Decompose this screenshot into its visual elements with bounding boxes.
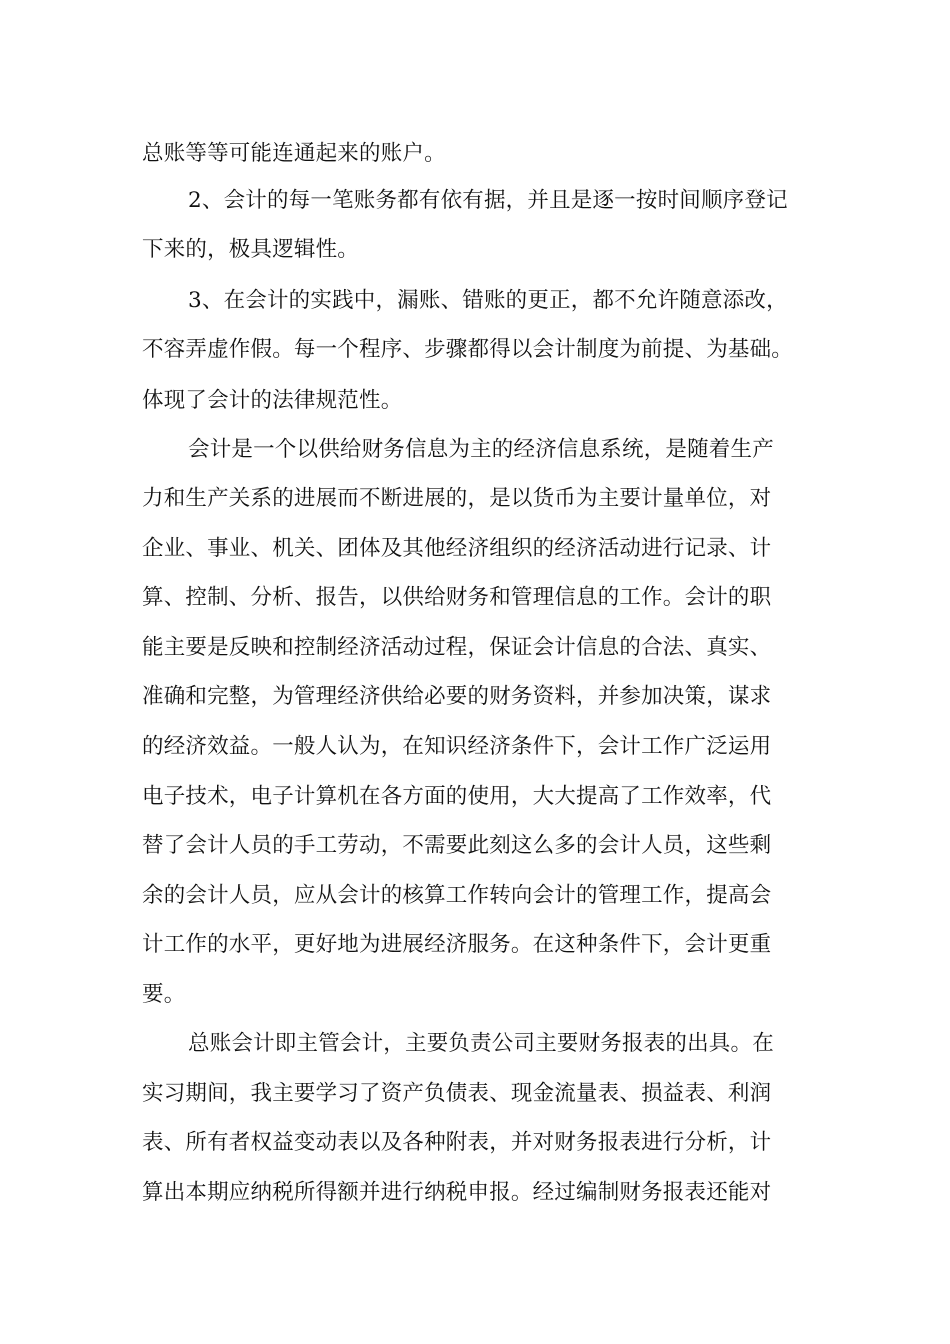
text-line: 电子技术，电子计算机在各方面的使用，大大提高了工作效率，代 — [142, 784, 772, 809]
text-line: 企业、事业、机关、团体及其他经济组织的经济活动进行记录、计 — [142, 536, 772, 561]
text-line: 下来的，极具逻辑性。 — [142, 237, 360, 262]
text-line: 不容弄虚作假。每一个程序、步骤都得以会计制度为前提、为基础。 — [142, 337, 794, 362]
text-line: 总账等等可能连通起来的账户。 — [142, 141, 446, 166]
paragraph-first-line: 总账会计即主管会计，主要负责公司主要财务报表的出具。在 — [188, 1031, 774, 1056]
text-line: 力和生产关系的进展而不断进展的，是以货币为主要计量单位，对 — [142, 486, 772, 511]
text-line: 的经济效益。一般人认为，在知识经济条件下，会计工作广泛运用 — [142, 734, 772, 759]
paragraph-first-line: 2、会计的每一笔账务都有依有据，并且是逐一按时间顺序登记 — [188, 188, 788, 213]
text-line: 算、控制、分析、报告，以供给财务和管理信息的工作。会计的职 — [142, 585, 772, 610]
text-line: 替了会计人员的手工劳动，不需要此刻这么多的会计人员，这些剩 — [142, 833, 772, 858]
text-line: 计工作的水平，更好地为进展经济服务。在这种条件下，会计更重 — [142, 932, 772, 957]
text-line: 实习期间，我主要学习了资产负债表、现金流量表、损益表、利润 — [142, 1081, 772, 1106]
text-line: 表、所有者权益变动表以及各种附表，并对财务报表进行分析，计 — [142, 1130, 772, 1155]
text-line: 余的会计人员，应从会计的核算工作转向会计的管理工作，提高会 — [142, 883, 772, 908]
paragraph-first-line: 会计是一个以供给财务信息为主的经济信息系统，是随着生产 — [188, 437, 774, 462]
text-line: 算出本期应纳税所得额并进行纳税申报。经过编制财务报表还能对 — [142, 1180, 772, 1205]
text-line: 能主要是反映和控制经济活动过程，保证会计信息的合法、真实、 — [142, 635, 772, 660]
text-line: 要。 — [142, 982, 186, 1007]
text-line: 体现了会计的法律规范性。 — [142, 388, 403, 413]
paragraph-first-line: 3、在会计的实践中，漏账、错账的更正，都不允许随意添改， — [188, 288, 788, 313]
text-line: 准确和完整，为管理经济供给必要的财务资料，并参加决策，谋求 — [142, 684, 772, 709]
